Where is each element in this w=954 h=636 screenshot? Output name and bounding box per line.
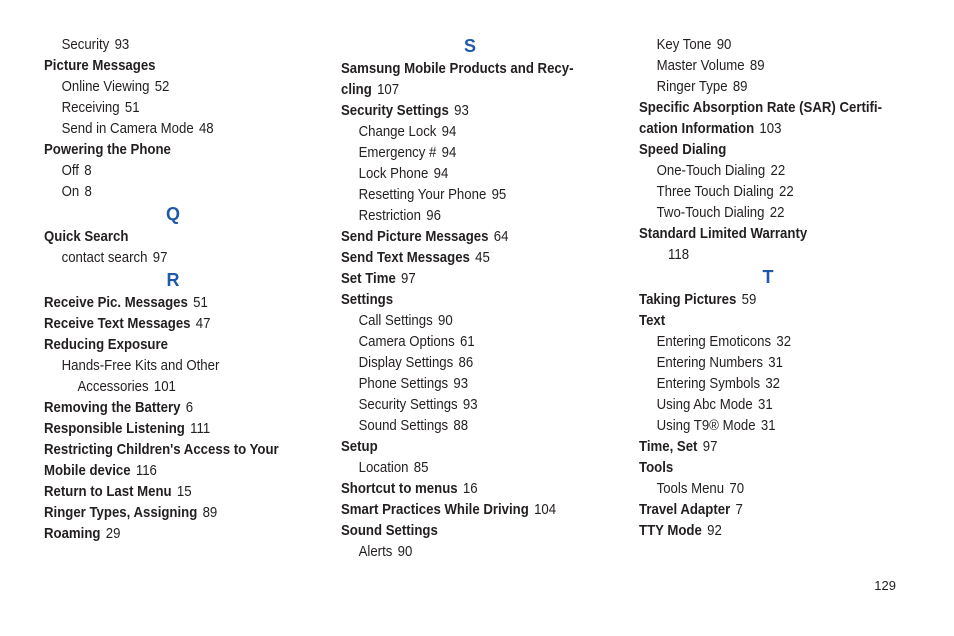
entry-term: Reducing Exposure: [44, 336, 168, 353]
entry-term: Hands-Free Kits and Other: [61, 357, 220, 374]
entry-page-number: 97: [401, 270, 416, 287]
entry-term: Location: [358, 459, 409, 476]
entry-term: Ringer Type: [656, 78, 728, 95]
entry-page-number: 32: [765, 375, 781, 392]
entry-page-number: 88: [453, 417, 469, 434]
index-subentry: [44, 355, 282, 376]
entry-page-number: 92: [707, 522, 722, 539]
index-entry: [44, 292, 282, 313]
entry-term: Receive Text Messages: [44, 315, 191, 332]
entry-page-number: 15: [176, 483, 192, 500]
section-letter-heading: S: [463, 36, 476, 56]
index-subentry: [639, 415, 877, 436]
entry-page-number: 89: [749, 57, 765, 74]
entry-term: Return to Last Menu: [44, 483, 172, 500]
entry-page-number: 90: [716, 36, 732, 53]
index-subentry: [341, 352, 579, 373]
page-number: 129: [874, 578, 896, 593]
entry-term: Resetting Your Phone: [358, 186, 487, 203]
entry-page-number: 94: [441, 123, 457, 140]
index-subentry: [341, 541, 579, 562]
entry-page-number: 104: [534, 501, 557, 518]
index-entry: [639, 520, 877, 541]
entry-term: Standard Limited Warranty: [639, 225, 808, 242]
entry-term: Quick Search: [44, 228, 129, 245]
entry-page-number: 48: [198, 120, 214, 137]
entry-page-number: 52: [154, 78, 170, 95]
index-subentry: [44, 247, 282, 268]
entry-page-number: 8: [84, 162, 92, 179]
index-subentry: [44, 97, 282, 118]
entry-term: Restricting Children's Access to Your: [44, 441, 279, 458]
entry-page-number: 94: [441, 144, 457, 161]
entry-term: Text: [639, 312, 666, 329]
entry-term: Emergency #: [358, 144, 437, 161]
entry-term: Sound Settings: [341, 522, 438, 539]
index-subentry: [341, 310, 579, 331]
entry-term: Set Time: [341, 270, 396, 287]
entry-term: Security: [61, 36, 110, 53]
entry-term: Security Settings: [341, 102, 449, 119]
entry-term: Send in Camera Mode: [61, 120, 194, 137]
index-subentry: [639, 160, 877, 181]
entry-term: Speed Dialing: [639, 141, 727, 158]
section-letter-heading: T: [762, 267, 774, 287]
entry-term: Camera Options: [358, 333, 455, 350]
entry-page-number: 29: [105, 525, 121, 542]
entry-term: Time, Set: [639, 438, 698, 455]
index-entry: [341, 58, 579, 79]
index-subentry: [44, 181, 282, 202]
entry-page-number: 89: [202, 504, 218, 521]
index-subentry: [341, 163, 579, 184]
index-entry: [639, 289, 877, 310]
entry-term: Send Picture Messages: [341, 228, 489, 245]
entry-term: cation Information: [639, 120, 755, 137]
entry-term: Alerts: [358, 543, 393, 560]
entry-page-number: 16: [462, 480, 478, 497]
index-subentry: [639, 331, 877, 352]
entry-term: Receiving: [61, 99, 120, 116]
entry-page-number: 64: [493, 228, 509, 245]
entry-term: Security Settings: [358, 396, 458, 413]
entry-term: Master Volume: [656, 57, 745, 74]
index-entry: [44, 523, 282, 544]
entry-term: Samsung Mobile Products and Recy-: [341, 60, 574, 77]
index-entry: [44, 313, 282, 334]
index-subentry: [44, 160, 282, 181]
index-subentry: [341, 205, 579, 226]
entry-page-number: 31: [768, 354, 783, 371]
index-entry: [639, 436, 877, 457]
entry-page-number: 51: [193, 294, 208, 311]
entry-term: Phone Settings: [358, 375, 449, 392]
entry-term: Settings: [341, 291, 394, 308]
index-subentry: [341, 121, 579, 142]
entry-page-number: 93: [454, 102, 469, 119]
entry-term: Lock Phone: [358, 165, 429, 182]
index-subentry: [341, 415, 579, 436]
entry-term: Setup: [341, 438, 378, 455]
entry-term: Change Lock: [358, 123, 437, 140]
index-subentry: [44, 34, 282, 55]
entry-term: Entering Symbols: [656, 375, 761, 392]
index-entry: [639, 499, 877, 520]
entry-page-number: 116: [135, 462, 157, 479]
index-entry: [341, 499, 579, 520]
entry-page-number: 47: [195, 315, 211, 332]
index-entry: [639, 118, 877, 139]
index-entry: [639, 97, 883, 118]
entry-term: Ringer Types, Assigning: [44, 504, 198, 521]
entry-term: Removing the Battery: [44, 399, 181, 416]
entry-term: Key Tone: [656, 36, 712, 53]
entry-page-number: 51: [124, 99, 140, 116]
entry-term: One-Touch Dialing: [656, 162, 766, 179]
entry-term: Picture Messages: [44, 57, 156, 74]
index-subentry: [639, 394, 877, 415]
entry-page-number: 95: [491, 186, 507, 203]
index-entry: [44, 439, 282, 460]
entry-term: Using T9® Mode: [656, 417, 756, 434]
entry-term: Shortcut to menus: [341, 480, 458, 497]
entry-page-number: 90: [437, 312, 453, 329]
entry-page-number: 94: [433, 165, 449, 182]
index-entry: [44, 226, 282, 247]
index-entry: [341, 268, 579, 289]
index-column-2: [341, 34, 611, 562]
entry-term: Mobile device: [44, 462, 131, 479]
index-subentry: [341, 394, 579, 415]
index-entry: [44, 502, 282, 523]
entry-term: Accessories: [77, 378, 149, 395]
index-subentry: [341, 373, 579, 394]
entry-term: Call Settings: [358, 312, 433, 329]
entry-term: Two-Touch Dialing: [656, 204, 765, 221]
entry-term: Entering Numbers: [656, 354, 763, 371]
index-subentry: [639, 34, 877, 55]
index-entry: [44, 418, 282, 439]
index-entry: [341, 478, 579, 499]
entry-page-number: 96: [426, 207, 441, 224]
entry-page-number: 101: [153, 378, 176, 395]
index-entry: [44, 139, 282, 160]
entry-term: Entering Emoticons: [656, 333, 772, 350]
index-subentry: [639, 478, 877, 499]
entry-term: contact search: [61, 249, 148, 266]
entry-term: Taking Pictures: [639, 291, 737, 308]
index-subentry: [639, 352, 877, 373]
index-subentry: [639, 76, 877, 97]
index-subentry: [341, 184, 579, 205]
entry-page-number: 45: [475, 249, 490, 266]
entry-page-number: 107: [377, 81, 400, 98]
entry-page-number: 32: [776, 333, 792, 350]
index-subentry: [341, 331, 579, 352]
entry-term: Specific Absorption Rate (SAR) Certifi-: [639, 99, 883, 116]
entry-page-number: 97: [152, 249, 168, 266]
entry-page-number: 22: [779, 183, 794, 200]
index-subentry: [341, 142, 579, 163]
index-entry: [44, 334, 282, 355]
entry-term: Online Viewing: [61, 78, 150, 95]
entry-page-number: 111: [190, 420, 211, 437]
index-entry: [639, 310, 877, 331]
index-entry: [44, 55, 282, 76]
entry-term: cling: [341, 81, 372, 98]
entry-page-number: 93: [462, 396, 478, 413]
entry-page-number: 118: [668, 246, 690, 263]
entry-term: TTY Mode: [639, 522, 702, 539]
entry-page-number: 93: [114, 36, 130, 53]
index-column-1: [44, 34, 314, 544]
index-entry: [341, 520, 579, 541]
index-entry: [639, 223, 877, 244]
entry-page-number: 22: [770, 162, 786, 179]
index-subentry: [44, 118, 282, 139]
entry-page-number: 70: [729, 480, 745, 497]
index-entry: [341, 226, 579, 247]
entry-page-number: 85: [413, 459, 429, 476]
index-entry: [341, 79, 579, 100]
index-column-3: [639, 34, 909, 541]
index-subentry: [639, 373, 877, 394]
entry-page-number: 22: [769, 204, 785, 221]
entry-term: Tools Menu: [656, 480, 725, 497]
entry-page-number: 93: [453, 375, 469, 392]
entry-term: Using Abc Mode: [656, 396, 753, 413]
index-entry: [44, 460, 282, 481]
entry-term: Roaming: [44, 525, 101, 542]
index-subentry: [639, 244, 877, 265]
entry-term: Restriction: [358, 207, 421, 224]
entry-page-number: 97: [702, 438, 718, 455]
entry-term: Responsible Listening: [44, 420, 185, 437]
entry-term: Receive Pic. Messages: [44, 294, 188, 311]
entry-term: Off: [61, 162, 79, 179]
entry-term: On: [61, 183, 80, 200]
section-letter-heading: R: [166, 270, 180, 290]
entry-term: Three Touch Dialing: [656, 183, 774, 200]
entry-term: Tools: [639, 459, 674, 476]
index-subentry: [44, 376, 282, 397]
index-entry: [44, 397, 282, 418]
index-subentry: [639, 55, 877, 76]
entry-term: Display Settings: [358, 354, 454, 371]
entry-page-number: 8: [84, 183, 92, 200]
index-subentry: [44, 76, 282, 97]
index-entry: [341, 100, 579, 121]
entry-page-number: 90: [397, 543, 413, 560]
index-entry: [341, 436, 579, 457]
index-subentry: [639, 181, 877, 202]
entry-page-number: 61: [459, 333, 475, 350]
entry-term: Travel Adapter: [639, 501, 731, 518]
index-subentry: [341, 457, 579, 478]
entry-page-number: 89: [732, 78, 748, 95]
section-letter-heading: Q: [165, 204, 180, 224]
index-entry: [341, 289, 579, 310]
entry-page-number: 6: [185, 399, 194, 416]
entry-page-number: 103: [759, 120, 782, 137]
index-entry: [341, 247, 579, 268]
index-entry: [639, 457, 877, 478]
index-entry: [639, 139, 877, 160]
entry-page-number: 7: [735, 501, 743, 518]
entry-term: Powering the Phone: [44, 141, 171, 158]
entry-term: Sound Settings: [358, 417, 449, 434]
entry-term: Send Text Messages: [341, 249, 470, 266]
entry-page-number: 31: [760, 417, 776, 434]
entry-term: Smart Practices While Driving: [341, 501, 529, 518]
entry-page-number: 59: [741, 291, 757, 308]
index-subentry: [639, 202, 877, 223]
index-entry: [44, 481, 282, 502]
entry-page-number: 86: [458, 354, 474, 371]
entry-page-number: 31: [758, 396, 773, 413]
